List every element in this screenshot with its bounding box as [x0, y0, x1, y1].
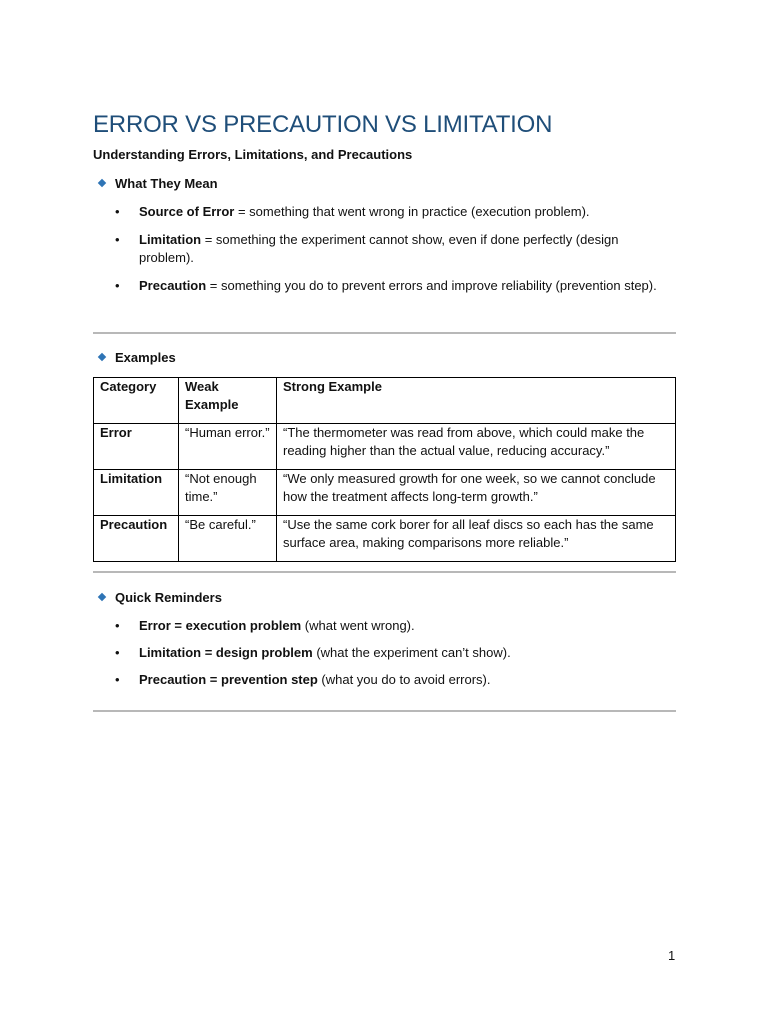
table-row — [94, 470, 676, 516]
bullet-dot-icon: • — [115, 618, 120, 633]
cell-strong: “Use the same cork borer for all leaf discs so each has the same surface area, making comparisons more reliable.” — [277, 516, 676, 562]
table-row — [94, 516, 676, 562]
table-row — [94, 424, 676, 470]
definition: = something that went wrong in practice (execution problem). — [234, 204, 590, 219]
section-heading-meaning — [99, 176, 218, 191]
list-item — [93, 277, 676, 295]
definition: (what you do to avoid errors). — [317, 672, 491, 687]
bullet-dot-icon: • — [115, 278, 120, 293]
divider — [93, 710, 676, 712]
term: Limitation = design problem — [139, 645, 313, 660]
page-number: 1 — [668, 948, 676, 963]
cell-strong: “We only measured growth for one week, so we cannot conclude how the treatment affects long-term growth.” — [277, 470, 676, 516]
bullet-dot-icon: • — [115, 204, 120, 219]
reminders-list — [93, 617, 676, 689]
cell-weak: “Human error.” — [179, 424, 277, 470]
bullet-dot-icon: • — [115, 645, 120, 660]
list-item — [93, 231, 676, 267]
table-header-row — [94, 378, 676, 424]
section-heading-label: What They Mean — [115, 176, 218, 191]
definition: (what went wrong). — [301, 618, 415, 633]
definition: (what the experiment can’t show). — [312, 645, 511, 660]
cell-weak: “Not enough time.” — [179, 470, 277, 516]
term: Precaution — [139, 278, 207, 293]
term: Error = execution problem — [139, 618, 302, 633]
bullet-dot-icon: • — [115, 232, 120, 247]
divider — [93, 332, 676, 334]
definition: = something you do to prevent errors and improve reliability (prevention step). — [206, 278, 657, 293]
page-subtitle: Understanding Errors, Limitations, and Precautions — [93, 147, 413, 162]
section-heading-label: Examples — [115, 350, 176, 365]
list-item — [93, 671, 676, 689]
section-heading-examples — [99, 350, 176, 365]
cell-category: Precaution — [94, 516, 179, 562]
column-header-strong: Strong Example — [277, 378, 676, 424]
diamond-bullet-icon — [98, 353, 106, 361]
examples-table — [93, 377, 676, 562]
column-header-weak: Weak Example — [179, 378, 277, 424]
term: Source of Error — [139, 204, 235, 219]
section-heading-label: Quick Reminders — [115, 590, 222, 605]
definition: = something the experiment cannot show, even if done perfectly (design problem). — [139, 232, 619, 265]
list-item — [93, 203, 676, 221]
page-title: ERROR VS PRECAUTION VS LIMITATION — [93, 111, 553, 138]
term: Limitation — [139, 232, 202, 247]
bullet-dot-icon: • — [115, 672, 120, 687]
term: Precaution = prevention step — [139, 672, 318, 687]
divider — [93, 571, 676, 573]
cell-weak: “Be careful.” — [179, 516, 277, 562]
list-item — [93, 617, 676, 635]
list-item — [93, 644, 676, 662]
cell-category: Error — [94, 424, 179, 470]
cell-strong: “The thermometer was read from above, which could make the reading higher than the actual value, reducing accuracy.” — [277, 424, 676, 470]
meaning-list — [93, 203, 676, 295]
column-header-category: Category — [94, 378, 179, 424]
diamond-bullet-icon — [98, 593, 106, 601]
cell-category: Limitation — [94, 470, 179, 516]
section-heading-reminders — [99, 590, 222, 605]
diamond-bullet-icon — [98, 179, 106, 187]
